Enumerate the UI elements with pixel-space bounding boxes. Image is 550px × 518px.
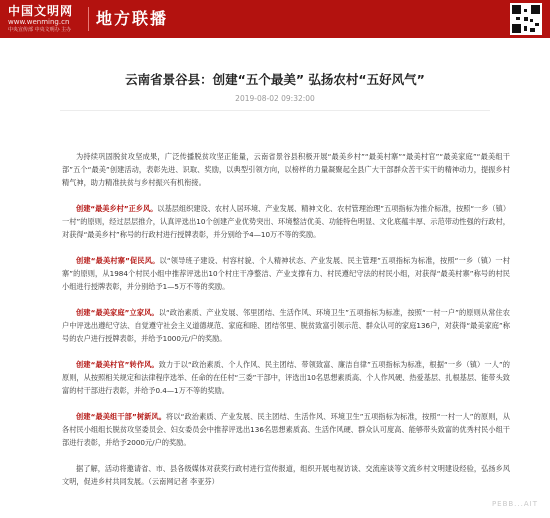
logo-title: 中国文明网: [8, 4, 74, 18]
paragraph-text: 据了解，活动将邀请省、市、县各级媒体对获奖行政村进行宣传报道，组织开展电视访谈、交流座谈等文流乡村文明建设经验，弘扬乡风文明，促进乡村共同发展。（云南网记者 李亚芬）: [62, 464, 510, 487]
paragraph-text: 以基层组织建设、农村人居环境、产业发展、精神文化、农村管理治理”五项指标为推介标准，按照“一乡（镇）一村”的原则，经过层层推介，认真评选出10个创建产业优势突出、环境整洁优美、功能特色明显、文化底蕴丰厚、示范带动性强的行政村，对获得“最美乡村”称号的行政村进行授牌表彰，并分别给予4—10万不等的奖励。: [62, 204, 511, 240]
paragraph-text: 将以“政治素质、产业发展、民主团结、生活作风、环境卫生”五项指标为标准，按照“一村一人”的原则，从各村民小组组长脱贫攻坚委员会、妇女委员会中推荐评选出136名思想素质高、生活作风硬、群众认可度高、能够带头致富的优秀村民小组干部进行表彰，并给予2000元/户的奖励。: [62, 412, 511, 448]
paragraph-text: 致力于以“政治素质、个人作风、民主团结、带领致富、廉洁自律”五项指标为标准，根据“一乡（镇）一人”的原则，从按照相关规定和法律程序选举、任命的在任村“三委”干部中，评选出10名思想素质高、个人作风硬、热爱基层、扎根基层、能带头致富的村干部进行表彰，并给予0.4—1万不等的奖励。: [62, 360, 510, 396]
logo-tagline: 中央宣传部 中央文明办 主办: [8, 27, 72, 33]
paragraph-lead: 创建“最美村寨”促民风。: [76, 256, 160, 265]
paragraph-lead: 创建“最美组干部”树新风。: [76, 412, 167, 421]
section-title: 地方联播: [96, 9, 169, 28]
article-paragraph-5: [62, 410, 510, 450]
paragraph-text: 以“政治素质、产业发展、邻里团结、生活作风、环境卫生”五项指标为标准，按照“一村一户”的原则从常住农户中评选出遵纪守法、自觉遵守社会主义道德规范、家庭和睦、团结邻里、脱贫致富引领示范、群众认可的家庭136户，对获得“最美家庭”称号的农户进行授牌表彰，并给予1000元/户的奖励。: [62, 308, 510, 344]
top-header-bar: [0, 0, 550, 38]
paragraph-text: 为持续巩固脱贫攻坚成果，广泛传播脱贫攻坚正能量，云南省景谷县积极开展“最美乡村”“最美村寨”“最美村官”“最美家庭”“最美组干部”五个“最美”创建活动，表彰先进、识取、奖励，以典型引领方向，以榜样的力量凝聚起全县广大干部群众苦干实干的精神动力，提振乡村精气神，助力精准扶贫与乡村振兴有机衔接。: [62, 152, 510, 188]
article-paragraph-intro: [62, 150, 510, 190]
header-divider: [88, 7, 89, 31]
paragraph-lead: 创建“最美家庭”立家风。: [76, 308, 159, 317]
article-date: 2019-08-02 09:32:00: [235, 94, 315, 103]
paragraph-lead: 创建“最美村官”转作风。: [76, 360, 159, 369]
site-logo[interactable]: [8, 4, 73, 34]
paragraph-text: 以“领导班子建设、村容村貌、个人精神状态、产业发展、民主管理”五项指标为标准，按照“一乡（镇）一村寨”的原则，从1984个村民小组中推荐评选出10个村庄干净整洁、产业支撑有力、村民遵纪守法的村民小组，对获得“最美村寨”称号的村民小组进行授牌表彰，并分别给予1—5万不等的奖励。: [62, 256, 510, 292]
article-paragraph-4: [62, 358, 510, 398]
article-paragraph-1: [62, 202, 510, 242]
article-paragraph-2: [62, 254, 510, 294]
article-paragraph-6: [62, 462, 510, 488]
qr-code-icon: [510, 3, 542, 35]
article-paragraph-3: [62, 306, 510, 346]
watermark: PEBB...AIT: [491, 500, 538, 508]
paragraph-lead: 创建“最美乡村”正乡风。: [76, 204, 158, 213]
title-divider: [60, 110, 490, 111]
article-title: 云南省景谷县：创建“五个最美” 弘扬农村“五好风气”: [125, 72, 425, 87]
logo-url: www.wenming.cn: [8, 18, 70, 26]
